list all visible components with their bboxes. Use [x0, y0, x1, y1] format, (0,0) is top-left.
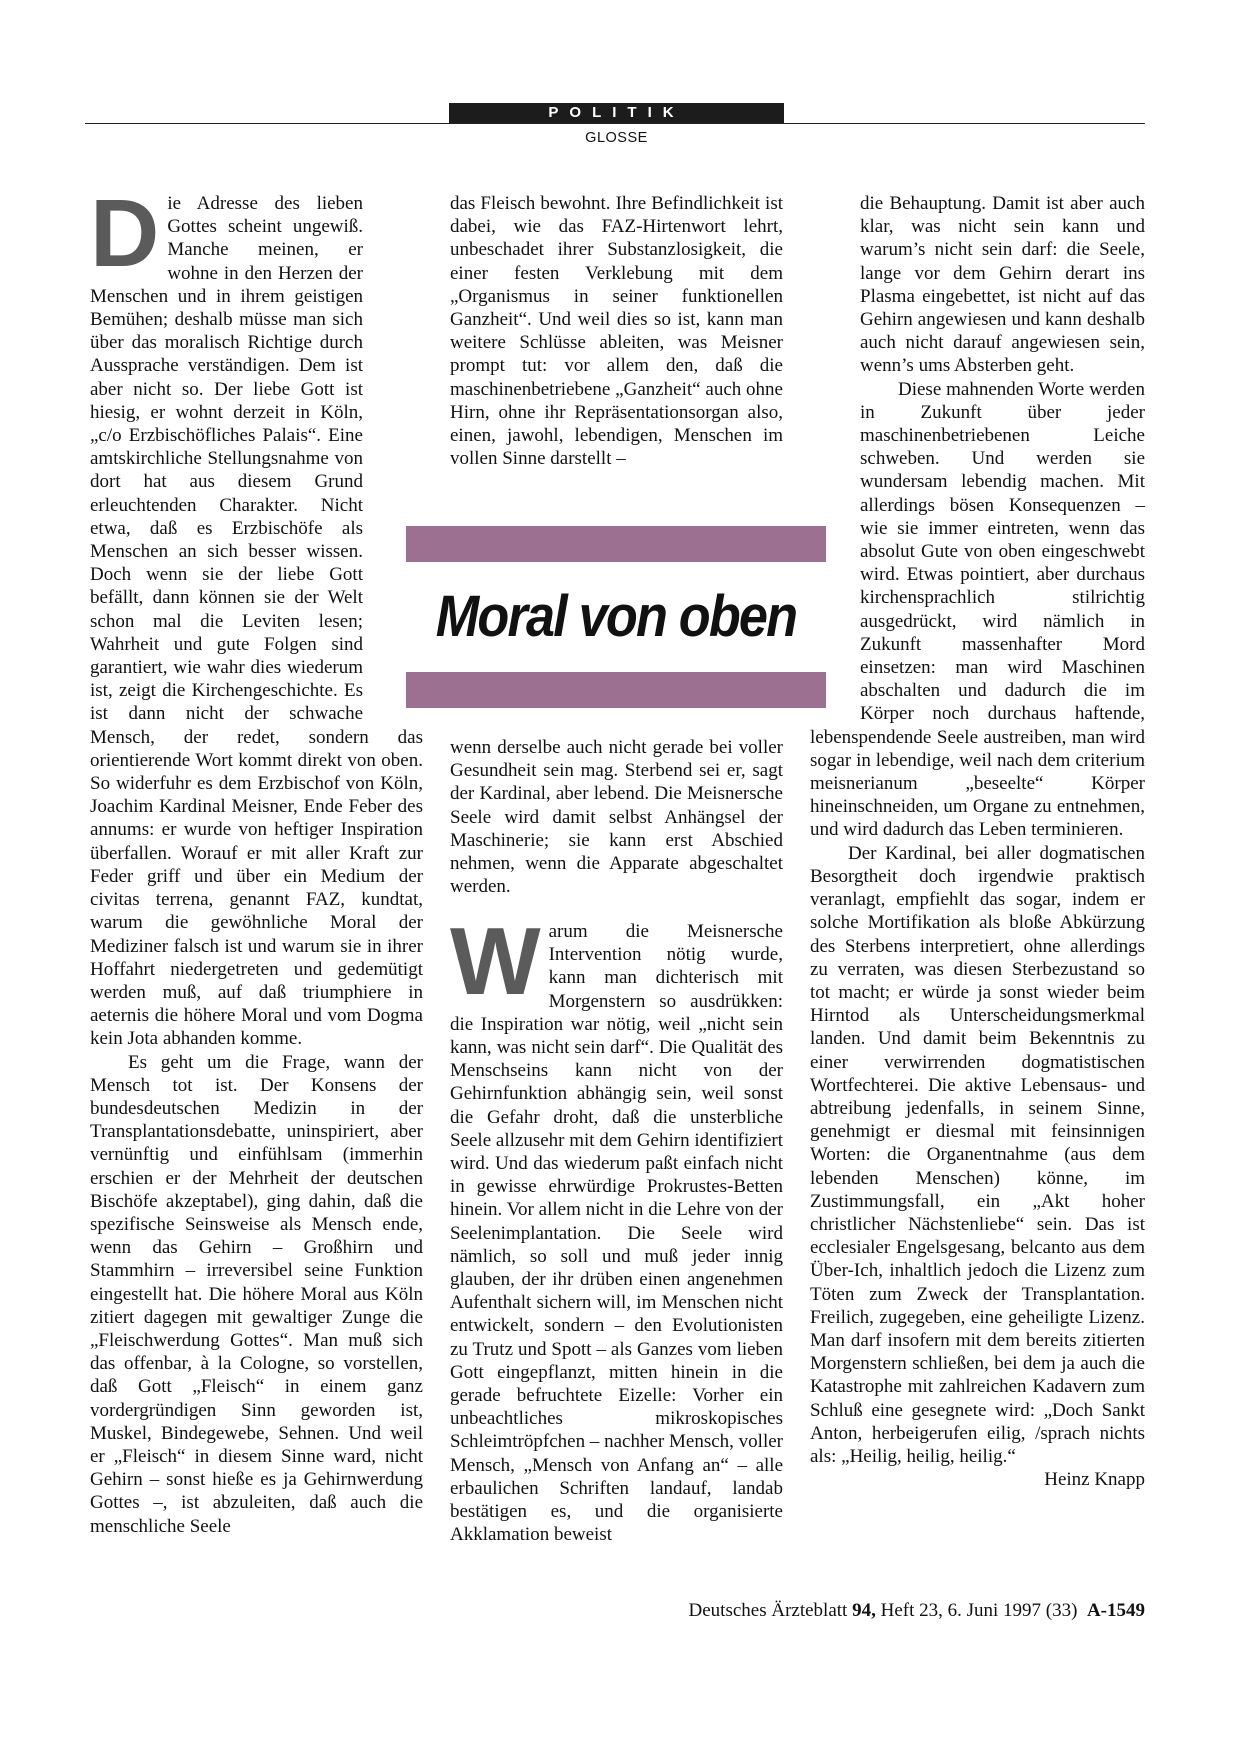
headline-bar-top [406, 526, 826, 562]
col1-paragraph-2: Es geht um die Frage, wann der Mensch tot ist. Der Konsens der bundesdeutschen Medizin in der Transplantationsdebatte, uninspiriert, aber vernünftig und einfühlsam (immerhin erschien er der Mehrheit der deutschen Bischöfe akzeptabel), ging dahin, daß die spezifische Seinsweise als Mensch ende, wenn das Gehirn – Großhirn und Stammhirn – irreversibel seine Funktion eingestellt hat. Die höhere Moral aus Köln zitiert dagegen mit gewaltiger Zunge die „Fleischwerdung Gottes“. Man muß sich das offenbar, à la Cologne, so vorstellen, daß Gott „Fleisch“ in einem ganz vordergründigen Sinn geworden ist, Muskel, Bindegewebe, Sehnen. Und weil er „Fleisch“ in diesem Sinne ward, nicht Gehirn – sonst hieße es ja Gehirnwerdung Gottes –, ist abzuleiten, daß auch die menschliche Seele [90, 1051, 423, 1537]
headline-bar-bottom [406, 672, 826, 708]
subsection-label: GLOSSE [585, 130, 648, 146]
dropcap-d: D [90, 180, 160, 287]
journal-issue: Heft 23, 6. Juni 1997 (33) [880, 1600, 1078, 1621]
column-2-top [450, 192, 783, 470]
col2-paragraph-2: wenn derselbe auch nicht gerade bei voller Gesundheit sein mag. Sterbend sei er, sagt der Kardinal, aber lebend. Die Meisnersche Seele wird damit selbst Anhängsel der Maschinerie; sie kann erst Abschied nehmen, wenn die Apparate abgeschaltet werden. [450, 737, 783, 898]
headline: Moral von oben [435, 584, 797, 649]
journal-volume: 94, [852, 1600, 876, 1621]
col2-paragraph-3: arum die Meisnersche Intervention nötig wurde, kann man dichterisch mit Morgenstern so ausdrükken: die Inspiration war nötig, weil „nicht sein kann, was nicht sein darf“. Die Qualität des Menschseins kann nicht von der Gehirnfunktion abhängig sein, weil sonst die Gefahr droht, daß die unsterbliche Seele allzusehr mit dem Gehirn identifiziert wird. Und das wiederum paßt einfach nicht in gewisse ehrwürdige Prokrustes-Betten hinein. Vor allem nicht in die Lehre von der Seelenimplantation. Die Seele wird nämlich, so soll und muß jeder innig glauben, der ihr drüben einen angenehmen Aufenthalt sichern will, im Menschen nicht entwickelt, sondern – den Evolutionisten zu Trutz und Spott – als Ganzes vom lieben Gott eingepflanzt, mitten hinein in die gerade befruchtete Eizelle: Vorher ein unbeachtliches mikroskopisches Schleimtröpfchen – nachher Mensch, voller Mensch, „Mensch von Anfang an“ – alle erbaulichen Schriften landauf, landab bestätigen es, und die organisierte Akklamation beweist [450, 921, 783, 1546]
page-number: A-1549 [1086, 1600, 1145, 1621]
header-rule [85, 123, 1145, 124]
section-label: POLITIK [449, 103, 784, 123]
col3-paragraph-3: Der Kardinal, bei aller dogmatischen Besorgtheit doch irgendwie praktisch veranlagt, empfiehlt das sogar, indem er solche Mortifikation als bloße Abkürzung des Sterbens interpretiert, ohne allerdings zu verraten, was diesen Sterbezustand so tot macht; er würde ja sonst wieder beim Hirntod als Unterscheidungsmerkmal landen. Und damit beim Bekenntnis zu einer verwirrenden dogmatistischen Wortfechterei. Die aktive Lebensaus- und abtreibung jedenfalls, in seinem Sinne, genehmigt er diesmal mit feinsinnigen Worten: die Organentnahme (aus dem lebenden Menschen) könne, im Zustimmungsfall, ein „Akt hoher christlicher Nächstenliebe“ sein. Das ist ecclesialer Engelsgesang, belcanto aus dem Über-Ich, inhaltlich jedoch die Lizenz zum Töten zum Zweck der Transplantation. Freilich, zugegeben, eine geheiligte Lizenz. Man darf insofern mit dem bereits zitierten Morgenstern schließen, bei dem ja auch die Katastrophe mit zahlreichen Kadavern zum Schluß eine gesegnete wird: „Doch Sankt Anton, herbeigerufen eilig, /sprach nichts als: „Heilig, heilig, heilig.“ [810, 842, 1145, 1467]
column-2-middle [450, 736, 783, 898]
column-1 [90, 180, 423, 1538]
col3-paragraph-2: Diese mahnenden Worte werden in Zukunft über jeder maschinenbetriebenen Leiche schweben. Und werden sie wundersam lebendig machen. Mit allerdings bösen Konsequenzen – wie sie immer eintreten, wenn das absolut Gute von oben eingeschwebt wird. Etwas pointiert, aber durchaus kirchensprachlich stilrichtig ausgedrückt, wird nämlich in Zukunft massenhafter Mord einsetzen: man wird Maschinen abschalten und dadurch die im Körper noch durchaus haftende, lebenspendende Seele austreiben, man wird sogar in lebendige, weil nach dem criterium meisnerianum „beseelte“ Körper hineinschneiden, um Organe zu entnehmen, und wird dadurch das Leben terminieren. [810, 378, 1145, 841]
journal-name: Deutsches Ärzteblatt [688, 1600, 848, 1621]
column-2-bottom [450, 908, 783, 1546]
col2-paragraph-1: das Fleisch bewohnt. Ihre Befindlichkeit ist dabei, wie das FAZ-Hirtenwort lehrt, unbeschadet ihrer Substanzlosigkeit, die einer festen Verklebung mit dem „Organismus in seiner funktionellen Ganzheit“. Und weil dies so ist, kann man weitere Schlüsse ableiten, was Meisner prompt tut: vor allem den, daß die maschinenbetriebene „Ganzheit“ auch ohne Hirn, ohne ihr Repräsentationsorgan also, einen, jawohl, lebendigen, Menschen im vollen Sinne darstellt – [450, 193, 783, 470]
headline-wrap-spacer-3 [810, 512, 860, 720]
page-footer [689, 1600, 1145, 1622]
col1-paragraph-1: ie Adresse des lieben Gottes scheint ungewiß. Manche meinen, er wohne in den Herzen der Menschen und in ihrem geistigen Bemühen; deshalb müsse man sich über das moralisch Richtige durch Aussprache verständigen. Dem ist aber nicht so. Der liebe Gott ist hiesig, er wohnt derzeit in Köln, „c/o Erzbischöfliches Palais“. Eine amtskirchliche Stellungsnahme von dort hat aus diesem Grund erleuchtenden Charakter. Nicht etwa, daß es Erzbischöfe als Menschen an sich besser wissen. Doch wenn sie der liebe Gott befällt, dann können sie der Welt schon mal die Leviten lesen; Wahrheit und gute Folgen sind garantiert, wie wahr dies wiederum ist, zeigt die Kirchengeschichte. Es ist dann nicht der schwache Mensch, der redet, sondern das orientierende Wort kommt direkt von oben. So widerfuhr es dem Erzbischof von Köln, Joachim Kardinal Meisner, Ende Feber des annums: er wurde von heftiger Inspiration überfallen. Worauf er mit aller Kraft zur Feder griff und über ein Medium der civitas terrena, genannt FAZ, kundtat, warum die gewöhnliche Moral der Mediziner falsch ist und warum sie in ihrer Hoffahrt niedergetreten und gedemütigt werden muß, auf daß triumphiere in aeternis die höhere Moral und vom Dogma kein Jota abhanden komme. [90, 193, 423, 1050]
col3-paragraph-1: die Behauptung. Damit ist aber auch klar, was nicht sein kann und warum’s nicht sein darf: die Seele, lange vor dem Gehirn derart ins Plasma eingebettet, ist nicht auf das Gehirn angewiesen und kann deshalb auch nicht darauf angewiesen sein, wenn’s ums Absterben geht. [860, 193, 1145, 377]
column-3 [810, 192, 1145, 1491]
headline-box [406, 526, 826, 708]
author-name: Heinz Knapp [1044, 1469, 1145, 1491]
dropcap-w: W [450, 908, 541, 1015]
